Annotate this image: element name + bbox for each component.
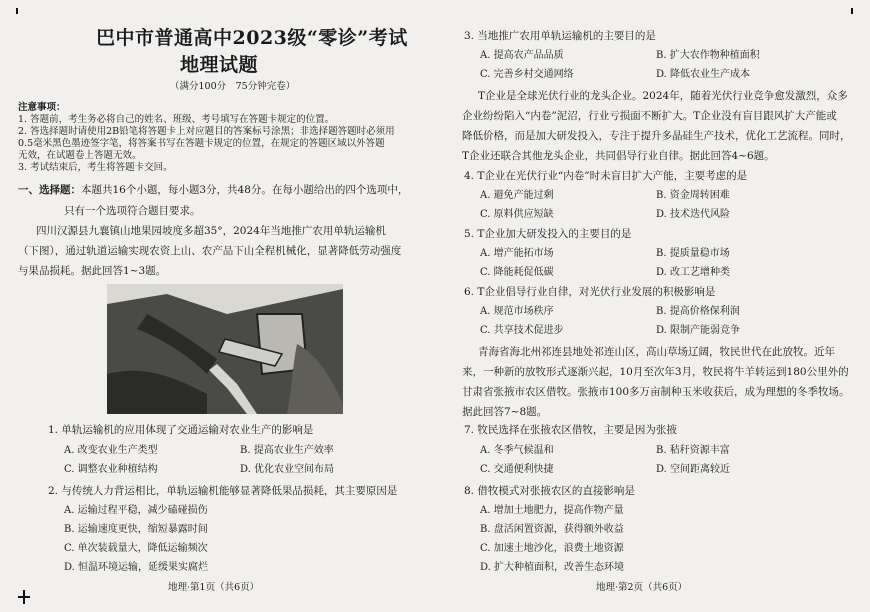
option[interactable]: D. 降低农业生产成本 xyxy=(656,69,751,80)
question-stem: 8. 借牧模式对张掖农区的直接影响是 xyxy=(464,485,635,497)
option[interactable]: B. 提质量稳市场 xyxy=(656,248,730,259)
option[interactable]: D. 限制产能弱竞争 xyxy=(656,325,741,336)
option[interactable]: C. 完善乡村交通网络 xyxy=(480,69,574,80)
passage-line: 来，一种新的放牧形式逐渐兴起，10月至次年3月，牧民将牛羊转运到180公里外的 xyxy=(462,366,849,378)
option[interactable]: A. 提高农产品品质 xyxy=(480,50,564,61)
option[interactable]: A. 增加土地肥力，提高作物产量 xyxy=(480,505,624,516)
option[interactable]: D. 改工艺增种类 xyxy=(656,267,731,278)
question-stem: 6. T企业倡导行业自律，对光伏行业发展的积极影响是 xyxy=(464,286,716,298)
section-instructions: 本题共16个小题，每小题3分，共48分。在每小题给出的四个选项中， xyxy=(81,184,409,196)
passage-line: T企业是全球光伏行业的龙头企业。2024年，随着光伏行业竞争愈发激烈，众多 xyxy=(478,90,848,102)
passage-line: 青海省海北州祁连县地处祁连山区，高山草场辽阔，牧民世代在此放牧。近年 xyxy=(478,346,835,358)
notes-line: 无效，在试题卷上答题无效。 xyxy=(18,150,142,161)
option[interactable]: C. 原料供应短缺 xyxy=(480,209,554,220)
registration-mark xyxy=(851,8,853,14)
registration-mark xyxy=(16,8,18,14)
option[interactable]: A. 运输过程平稳，减少磕碰损伤 xyxy=(64,505,208,516)
question-stem: 1. 单轨运输机的应用体现了交通运输对农业生产的影响是 xyxy=(48,424,314,436)
notes-line: 0.5毫米黑色墨迹签字笔，将答案书写在答题卡规定的位置，在规定的答题区域以外答题 xyxy=(18,138,385,149)
section-label: 一、选择题： xyxy=(18,184,81,196)
registration-mark xyxy=(23,590,25,604)
question-stem: 2. 与传统人力背运相比，单轨运输机能够显著降低果品损耗，其主要原因是 xyxy=(48,485,398,497)
section-heading xyxy=(18,184,408,197)
option[interactable]: C. 单次装载量大，降低运输频次 xyxy=(64,543,208,554)
passage-line: 据此回答7~8题。 xyxy=(462,406,548,418)
option[interactable]: D. 空间距离较近 xyxy=(656,464,731,475)
notes-heading: 注意事项： xyxy=(18,102,66,113)
option[interactable]: D. 恒温环境运输，延缓果实腐烂 xyxy=(64,562,209,573)
option[interactable]: D. 扩大种植面积，改善生态环境 xyxy=(480,562,625,573)
exam-title: 巴中市普通高中2023级“零诊”考试 xyxy=(96,27,408,49)
option[interactable]: B. 扩大农作物种植面积 xyxy=(656,50,760,61)
monorail-photo xyxy=(107,284,343,414)
option[interactable]: C. 加速土地沙化，浪费土地资源 xyxy=(480,543,624,554)
option[interactable]: B. 盘活闲置资源，获得额外收益 xyxy=(480,524,624,535)
question-stem: 5. T企业加大研发投入的主要目的是 xyxy=(464,228,632,240)
passage-line: （下图），通过轨道运输实现农资上山、农产品下山全程机械化，显著降低劳动强度 xyxy=(18,245,402,257)
notes-line: 2. 答选择题时请使用2B铅笔将答题卡上对应题目的答案标号涂黑；非选择题答题时必须用 xyxy=(18,126,395,137)
passage-line: 企业纷纷陷入“内卷”泥沼，行业亏损面不断扩大。T企业没有盲目跟风扩大产能或 xyxy=(462,110,837,122)
passage-line: 四川汉源县九襄镇山地果园坡度多超35°，2024年当地推广农用单轨运输机 xyxy=(36,225,386,237)
notes-line: 3. 考试结束后，考生将答题卡交回。 xyxy=(18,162,173,173)
notes-line: 1. 答题前，考生务必将自己的姓名、班级、考号填写在答题卡规定的位置。 xyxy=(18,114,335,125)
option[interactable]: C. 降能耗促低碳 xyxy=(480,267,554,278)
question-stem: 3. 当地推广农用单轨运输机的主要目的是 xyxy=(464,30,656,42)
page-footer: 地理·第2页（共6页） xyxy=(596,582,688,593)
question-stem: 4. T企业在光伏行业“内卷”时未盲目扩大产能，主要考虑的是 xyxy=(464,170,748,182)
passage-line: 甘肃省张掖市农区借牧。张掖市100多万亩制种玉米收获后，成为理想的冬季牧场。 xyxy=(462,386,850,398)
option[interactable]: B. 秸秆资源丰富 xyxy=(656,445,730,456)
passage-line: 降低价格，而是加大研发投入，专注于提升多晶硅生产技术，优化工艺流程。同时， xyxy=(462,130,851,142)
question-stem: 7. 牧民选择在张掖农区借牧，主要是因为张掖 xyxy=(464,424,677,436)
option[interactable]: B. 资金周转困难 xyxy=(656,190,730,201)
option[interactable]: D. 优化农业空间布局 xyxy=(240,464,335,475)
option[interactable]: B. 提高价格保利润 xyxy=(656,306,740,317)
section-instructions-2: 只有一个选项符合题目要求。 xyxy=(64,205,201,217)
option[interactable]: A. 改变农业生产类型 xyxy=(64,445,158,456)
option[interactable]: C. 共享技术促进步 xyxy=(480,325,564,336)
passage-line: T企业还联合其他龙头企业，共同倡导行业自律。据此回答4~6题。 xyxy=(462,150,775,162)
exam-meta: （满分100分 75分钟完卷） xyxy=(170,81,296,92)
option[interactable]: B. 提高农业生产效率 xyxy=(240,445,334,456)
subject-title: 地理试题 xyxy=(180,54,259,76)
rail-transport-photo-icon xyxy=(107,284,343,414)
passage-line: 与果品损耗。据此回答1~3题。 xyxy=(18,265,167,277)
option[interactable]: A. 增产能拓市场 xyxy=(480,248,554,259)
option[interactable]: C. 调整农业种植结构 xyxy=(64,464,158,475)
page-right xyxy=(444,0,870,612)
option[interactable]: D. 技术迭代风险 xyxy=(656,209,731,220)
option[interactable]: A. 冬季气候温和 xyxy=(480,445,554,456)
option[interactable]: A. 规范市场秩序 xyxy=(480,306,554,317)
page-footer: 地理·第1页（共6页） xyxy=(168,582,260,593)
option[interactable]: A. 避免产能过剩 xyxy=(480,190,554,201)
option[interactable]: B. 运输速度更快，缩短暴露时间 xyxy=(64,524,208,535)
option[interactable]: C. 交通便利快捷 xyxy=(480,464,554,475)
